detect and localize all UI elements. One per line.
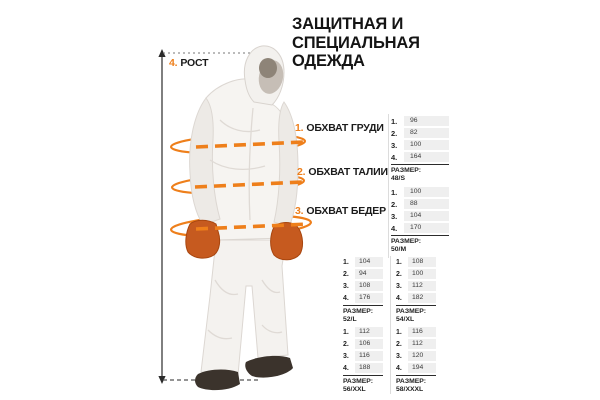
row-value: 104 <box>404 211 449 221</box>
row-number: 1. <box>391 187 398 197</box>
row-number: 3. <box>343 282 349 290</box>
size-caption-value: 54/XL <box>396 316 415 323</box>
row-value: 112 <box>408 339 436 349</box>
row-number: 2. <box>391 199 398 209</box>
table-row <box>396 281 436 291</box>
page-title <box>292 15 420 71</box>
title-line: ОДЕЖДА <box>292 52 365 70</box>
table-row <box>343 257 383 267</box>
row-number: 4. <box>391 223 398 233</box>
row-number: 2. <box>343 340 349 348</box>
row-value: 112 <box>355 327 383 337</box>
row-number: 3. <box>396 352 402 360</box>
row-number: 1. <box>391 116 398 126</box>
table-row <box>391 116 449 126</box>
waist-dash-line <box>195 182 303 187</box>
size-table-50-m <box>391 187 449 254</box>
size-caption <box>343 305 383 324</box>
row-value: 116 <box>355 351 383 361</box>
row-number: 2. <box>343 270 349 278</box>
row-value: 176 <box>355 293 383 303</box>
table-row <box>396 293 436 303</box>
row-number: 1. <box>396 258 402 266</box>
size-table-54-xl <box>396 257 436 324</box>
size-caption-value: 48/S <box>391 175 405 182</box>
row-number: 4. <box>343 364 349 372</box>
row-value: 104 <box>355 257 383 267</box>
table-row <box>391 211 449 221</box>
size-caption <box>391 164 449 183</box>
row-value: 100 <box>404 187 449 197</box>
size-caption-label: РАЗМЕР: <box>343 308 374 315</box>
row-number: 2. <box>391 128 398 138</box>
row-value: 100 <box>408 269 436 279</box>
table-row <box>391 152 449 162</box>
row-number: 3. <box>343 352 349 360</box>
size-caption-value: 52/L <box>343 316 357 323</box>
size-caption-label: РАЗМЕР: <box>396 308 427 315</box>
title-line: ЗАЩИТНАЯ И <box>292 15 404 33</box>
label-hips-number: 3. <box>295 205 304 217</box>
table-row <box>391 140 449 150</box>
row-value: 194 <box>408 363 436 373</box>
label-height <box>169 57 208 69</box>
row-value: 82 <box>404 128 449 138</box>
table-row <box>343 281 383 291</box>
row-value: 94 <box>355 269 383 279</box>
size-caption-label: РАЗМЕР: <box>396 378 427 385</box>
row-value: 100 <box>404 140 449 150</box>
label-hips <box>295 205 386 217</box>
row-value: 96 <box>404 116 449 126</box>
row-number: 4. <box>396 364 402 372</box>
row-number: 3. <box>396 282 402 290</box>
size-caption-value: 58/XXXL <box>396 386 424 393</box>
row-number: 3. <box>391 211 398 221</box>
label-chest <box>295 122 384 134</box>
label-height-text: РОСТ <box>180 57 209 69</box>
title-line: СПЕЦИАЛЬНАЯ <box>292 33 420 52</box>
row-value: 106 <box>355 339 383 349</box>
table-row <box>396 257 436 267</box>
table-row <box>396 327 436 337</box>
table-divider <box>390 256 391 394</box>
label-chest-text: ОБХВАТ ГРУДИ <box>306 122 384 134</box>
table-row <box>343 363 383 373</box>
size-caption <box>396 375 436 394</box>
row-value: 182 <box>408 293 436 303</box>
size-table-48-s <box>391 116 449 183</box>
size-table-52-l <box>343 257 383 324</box>
row-number: 1. <box>396 328 402 336</box>
row-value: 170 <box>404 223 449 233</box>
size-caption <box>396 305 436 324</box>
chest-dash-line <box>196 142 303 147</box>
table-row <box>396 269 436 279</box>
label-waist-text: ОБХВАТ ТАЛИИ <box>308 166 388 178</box>
size-caption-value: 56/XXL <box>343 386 366 393</box>
label-hips-text: ОБХВАТ БЕДЕР <box>306 205 386 217</box>
row-value: 164 <box>404 152 449 162</box>
row-value: 188 <box>355 363 383 373</box>
size-table-56-xxl <box>343 327 383 394</box>
size-caption-label: РАЗМЕР: <box>391 238 422 245</box>
table-row <box>343 351 383 361</box>
table-row <box>343 269 383 279</box>
table-row <box>396 339 436 349</box>
row-number: 2. <box>396 270 402 278</box>
table-row <box>391 128 449 138</box>
size-table-58-xxxl <box>396 327 436 394</box>
table-row <box>396 351 436 361</box>
label-waist <box>297 166 388 178</box>
size-caption-label: РАЗМЕР: <box>343 378 374 385</box>
label-waist-number: 2. <box>297 166 306 178</box>
table-row <box>343 293 383 303</box>
table-row <box>391 187 449 197</box>
table-row <box>343 327 383 337</box>
size-caption-value: 50/M <box>391 246 407 253</box>
label-height-number: 4. <box>169 57 178 69</box>
table-row <box>391 199 449 209</box>
row-number: 1. <box>343 258 349 266</box>
row-value: 116 <box>408 327 436 337</box>
table-divider <box>388 114 389 258</box>
size-caption-label: РАЗМЕР: <box>391 167 422 174</box>
size-caption <box>343 375 383 394</box>
row-number: 2. <box>396 340 402 348</box>
table-row <box>391 223 449 233</box>
label-chest-number: 1. <box>295 122 304 134</box>
row-number: 4. <box>343 294 349 302</box>
size-caption <box>391 235 449 254</box>
table-row <box>396 363 436 373</box>
row-value: 120 <box>408 351 436 361</box>
row-value: 112 <box>408 281 436 291</box>
row-value: 108 <box>408 257 436 267</box>
row-number: 1. <box>343 328 349 336</box>
hips-dash-line <box>196 224 310 229</box>
table-row <box>343 339 383 349</box>
row-value: 88 <box>404 199 449 209</box>
row-value: 108 <box>355 281 383 291</box>
row-number: 3. <box>391 140 398 150</box>
row-number: 4. <box>391 152 398 162</box>
row-number: 4. <box>396 294 402 302</box>
